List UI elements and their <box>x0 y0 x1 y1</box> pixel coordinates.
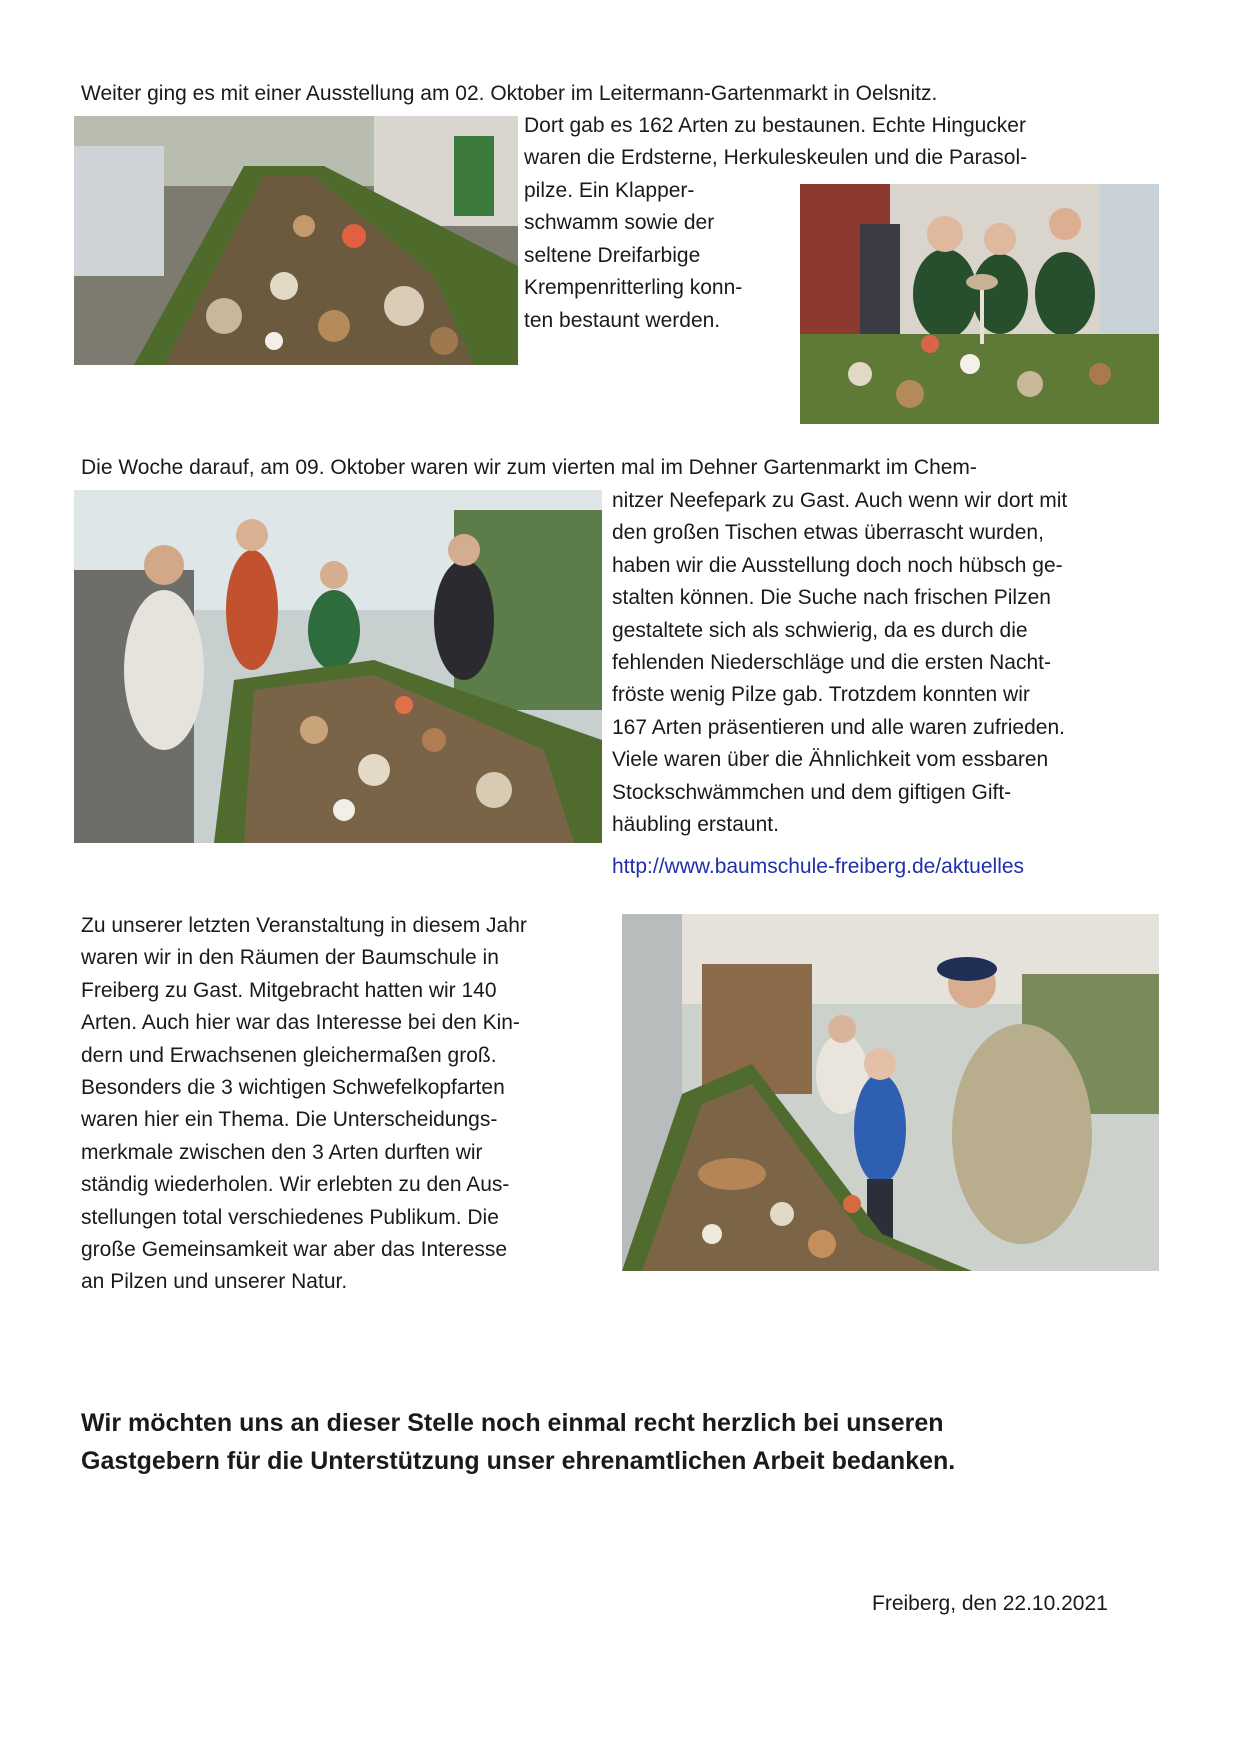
text-line: Freiberg zu Gast. Mitgebracht hatten wir 140 <box>81 978 497 1002</box>
text-line: waren die Erdsterne, Herkuleskeulen und die Parasol- <box>524 146 1028 170</box>
text-line: stalten können. Die Suche nach frischen Pilzen <box>612 586 1051 610</box>
section3-text <box>81 910 527 1299</box>
text-line: Gastgebern für die Unterstützung unser ehrenamtlichen Arbeit bedanken. <box>81 1447 956 1475</box>
text-line: fehlenden Niederschläge und die ersten Nacht- <box>612 651 1051 675</box>
section1-wide-text <box>524 110 1027 175</box>
text-line: schwamm sowie der <box>524 211 715 235</box>
text-line: Krempenritterling konn- <box>524 276 743 300</box>
section2-text <box>612 485 1067 841</box>
baumschule-link[interactable]: http://www.baumschule-freiberg.de/aktuelles <box>612 855 1025 878</box>
text-line: nitzer Neefepark zu Gast. Auch wenn wir dort mit <box>612 489 1068 512</box>
text-line: waren wir in den Räumen der Baumschule in <box>81 946 499 970</box>
photo-mushroom-table-oelsnitz <box>74 116 518 365</box>
text-line: ten bestaunt werden. <box>524 308 721 332</box>
section2-first-line: Die Woche darauf, am 09. Oktober waren wir zum vierten mal im Dehner Gartenmarkt im Chem- <box>81 456 977 479</box>
photo-club-members <box>800 184 1159 424</box>
text-line: Besonders die 3 wichtigen Schwefelkopfarten <box>81 1076 505 1100</box>
thanks-text <box>81 1404 955 1480</box>
text-line: den großen Tischen etwas überrascht wurden, <box>612 521 1044 545</box>
text-line: gestaltete sich als schwierig, da es durch die <box>612 618 1028 642</box>
text-line: pilze. Ein Klapper- <box>524 179 695 202</box>
photo-exhibition-freiberg <box>622 914 1159 1271</box>
text-line: Wir möchten uns an dieser Stelle noch einmal recht herzlich bei unseren <box>81 1409 944 1437</box>
text-line: Dort gab es 162 Arten zu bestaunen. Echte Hingucker <box>524 114 1026 137</box>
text-line: Arten. Auch hier war das Interesse bei den Kin- <box>81 1011 520 1035</box>
text-line: waren hier ein Thema. Die Unterscheidungs- <box>81 1108 498 1132</box>
text-line: fröste wenig Pilze gab. Trotzdem konnten wir <box>612 683 1030 707</box>
text-line: dern und Erwachsenen gleichermaßen groß. <box>81 1043 497 1067</box>
text-line: ständig wiederholen. Wir erlebten zu den Aus- <box>81 1173 510 1197</box>
text-line: haben wir die Ausstellung doch noch hübsch ge- <box>612 553 1063 577</box>
date-signature: Freiberg, den 22.10.2021 <box>872 1592 1108 1615</box>
section1-first-line: Weiter ging es mit einer Ausstellung am 02. Oktober im Leitermann-Gartenmarkt in Oelsnitz. <box>81 82 938 105</box>
text-line: stellungen total verschiedenes Publikum. Die <box>81 1205 499 1229</box>
text-line: Stockschwämmchen und dem giftigen Gift- <box>612 780 1012 804</box>
text-line: 167 Arten präsentieren und alle waren zufrieden. <box>612 715 1065 739</box>
text-line: Zu unserer letzten Veranstaltung in diesem Jahr <box>81 914 527 937</box>
text-line: große Gemeinsamkeit war aber das Interesse <box>81 1238 508 1262</box>
text-line: seltene Dreifarbige <box>524 243 701 267</box>
text-line: Viele waren über die Ähnlichkeit vom essbaren <box>612 748 1049 772</box>
section1-narrow-text <box>524 175 742 337</box>
text-line: merkmale zwischen den 3 Arten durften wir <box>81 1140 483 1164</box>
photo-exhibition-chemnitz <box>74 490 602 843</box>
text-line: häubling erstaunt. <box>612 813 779 837</box>
text-line: an Pilzen und unserer Natur. <box>81 1270 348 1294</box>
